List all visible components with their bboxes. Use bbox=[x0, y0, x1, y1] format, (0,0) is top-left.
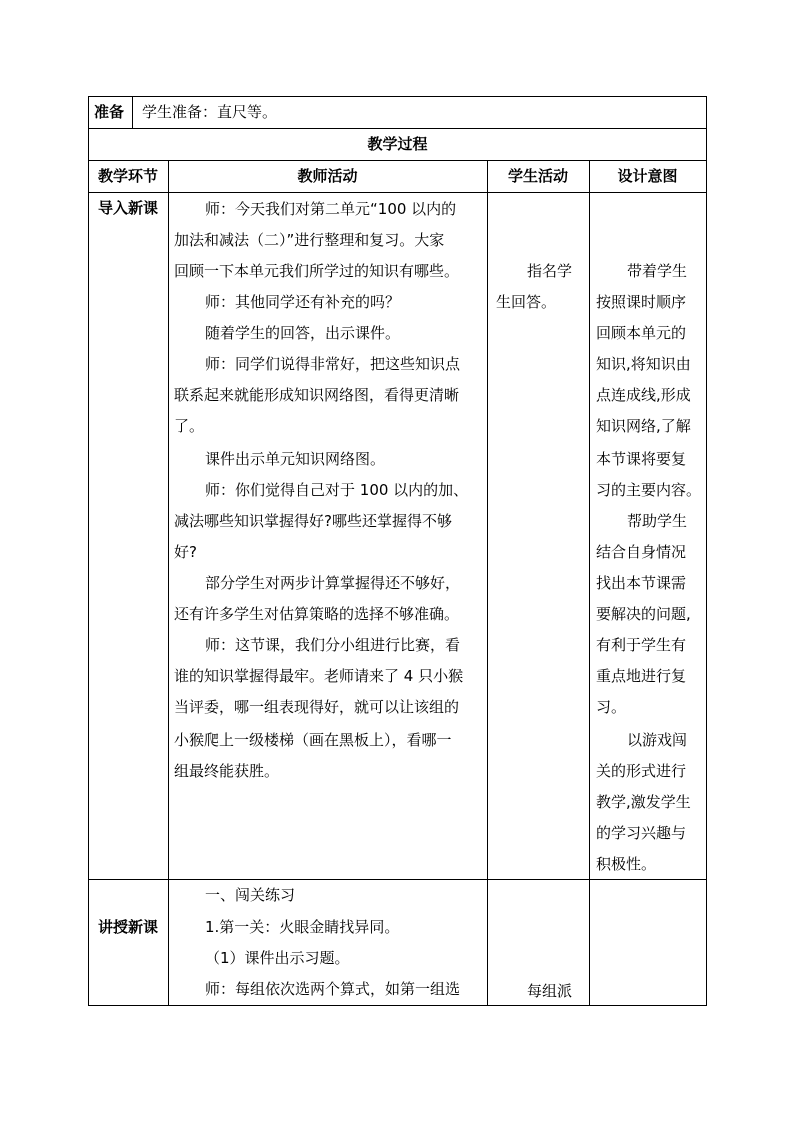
intent-line: 要解决的问题, bbox=[596, 605, 691, 623]
teacher-line: 加法和减法（二）”进行整理和复习。大家 bbox=[174, 231, 445, 249]
teacher-line: 联系起来就能形成知识网络图，看得更清晰 bbox=[174, 386, 460, 404]
table-bottom-border bbox=[88, 1005, 707, 1006]
teacher-line: 随着学生的回答，出示课件。 bbox=[205, 324, 401, 342]
teacher-line: 了。 bbox=[174, 417, 205, 435]
intent-line: 帮助学生 bbox=[627, 512, 688, 530]
prep-label-divider bbox=[132, 96, 133, 128]
intent-line: 回顾本单元的 bbox=[596, 324, 687, 342]
intent-line: 结合自身情况 bbox=[596, 543, 687, 561]
section2-label: 讲授新课 bbox=[97, 918, 158, 936]
teacher-line: 还有许多学生对估算策略的选择不够准确。 bbox=[174, 605, 460, 623]
intent-line: 本节课将要复 bbox=[596, 450, 687, 468]
student-line: 每组派 bbox=[527, 982, 573, 1000]
intent-line: 有利于学生有 bbox=[596, 636, 687, 654]
teacher-line: 小猴爬上一级楼梯（画在黑板上），看哪一 bbox=[174, 731, 452, 749]
col-divider-3 bbox=[589, 160, 590, 1006]
row-divider-section1 bbox=[88, 879, 707, 880]
prep-label: 准备 bbox=[94, 103, 125, 121]
teacher-line: （1）课件出示习题。 bbox=[205, 949, 350, 967]
teacher-line: 1.第一关：火眼金睛找异同。 bbox=[205, 918, 400, 936]
intent-line: 习的主要内容。 bbox=[596, 481, 702, 499]
intent-line: 以游戏闯 bbox=[627, 731, 688, 749]
intent-line: 带着学生 bbox=[627, 262, 688, 280]
row-divider-title bbox=[88, 160, 707, 161]
teacher-line: 谁的知识掌握得最牢。老师请来了 4 只小猴 bbox=[174, 667, 464, 685]
intent-line: 习。 bbox=[596, 698, 627, 716]
teacher-line: 部分学生对两步计算掌握得还不够好， bbox=[205, 574, 461, 592]
intent-line: 关的形式进行 bbox=[596, 762, 687, 780]
table-right-border bbox=[706, 96, 707, 1006]
table-top-border bbox=[88, 96, 707, 97]
teacher-line: 师：其他同学还有补充的吗？ bbox=[205, 293, 401, 311]
teacher-line: 师：这节课，我们分小组进行比赛，看 bbox=[205, 636, 461, 654]
table-left-border bbox=[88, 96, 89, 1006]
teacher-line: 组最终能获胜。 bbox=[174, 762, 280, 780]
header-intent: 设计意图 bbox=[617, 167, 678, 185]
student-line: 指名学 bbox=[527, 262, 573, 280]
intent-line: 知识,将知识由 bbox=[596, 355, 691, 373]
teacher-line: 师：你们觉得自己对于 100 以内的加、 bbox=[205, 481, 469, 499]
prep-content: 学生准备：直尺等。 bbox=[142, 103, 278, 121]
teacher-line: 师：每组依次选两个算式，如第一组选 bbox=[205, 980, 461, 998]
intent-line: 重点地进行复 bbox=[596, 667, 687, 685]
teacher-line: 课件出示单元知识网络图。 bbox=[205, 450, 386, 468]
teacher-line: 师：今天我们对第二单元“100 以内的 bbox=[205, 200, 457, 218]
teacher-line: 一、闯关练习 bbox=[205, 886, 296, 904]
teacher-line: 当评委，哪一组表现得好，就可以让该组的 bbox=[174, 698, 460, 716]
header-student: 学生活动 bbox=[507, 167, 568, 185]
teacher-line: 好? bbox=[174, 543, 197, 561]
col-divider-2 bbox=[487, 160, 488, 1006]
intent-line: 积极性。 bbox=[596, 855, 657, 873]
teacher-line: 师：同学们说得非常好，把这些知识点 bbox=[205, 355, 461, 373]
intent-line: 的学习兴趣与 bbox=[596, 824, 687, 842]
intent-line: 按照课时顺序 bbox=[596, 293, 687, 311]
intent-line: 知识网络,了解 bbox=[596, 417, 691, 435]
intent-line: 点连成线,形成 bbox=[596, 386, 691, 404]
row-divider-header bbox=[88, 192, 707, 193]
teacher-line: 减法哪些知识掌握得好?哪些还掌握得不够 bbox=[174, 512, 452, 530]
col-divider-1 bbox=[168, 160, 169, 1006]
header-teacher: 教师活动 bbox=[297, 167, 358, 185]
section1-label: 导入新课 bbox=[97, 199, 158, 217]
row-divider-prep bbox=[88, 128, 707, 129]
process-title: 教学过程 bbox=[367, 135, 428, 153]
intent-line: 教学,激发学生 bbox=[596, 793, 691, 811]
header-stage: 教学环节 bbox=[97, 167, 158, 185]
student-line: 生回答。 bbox=[496, 293, 557, 311]
teacher-line: 回顾一下本单元我们所学过的知识有哪些。 bbox=[174, 262, 460, 280]
intent-line: 找出本节课需 bbox=[596, 574, 687, 592]
